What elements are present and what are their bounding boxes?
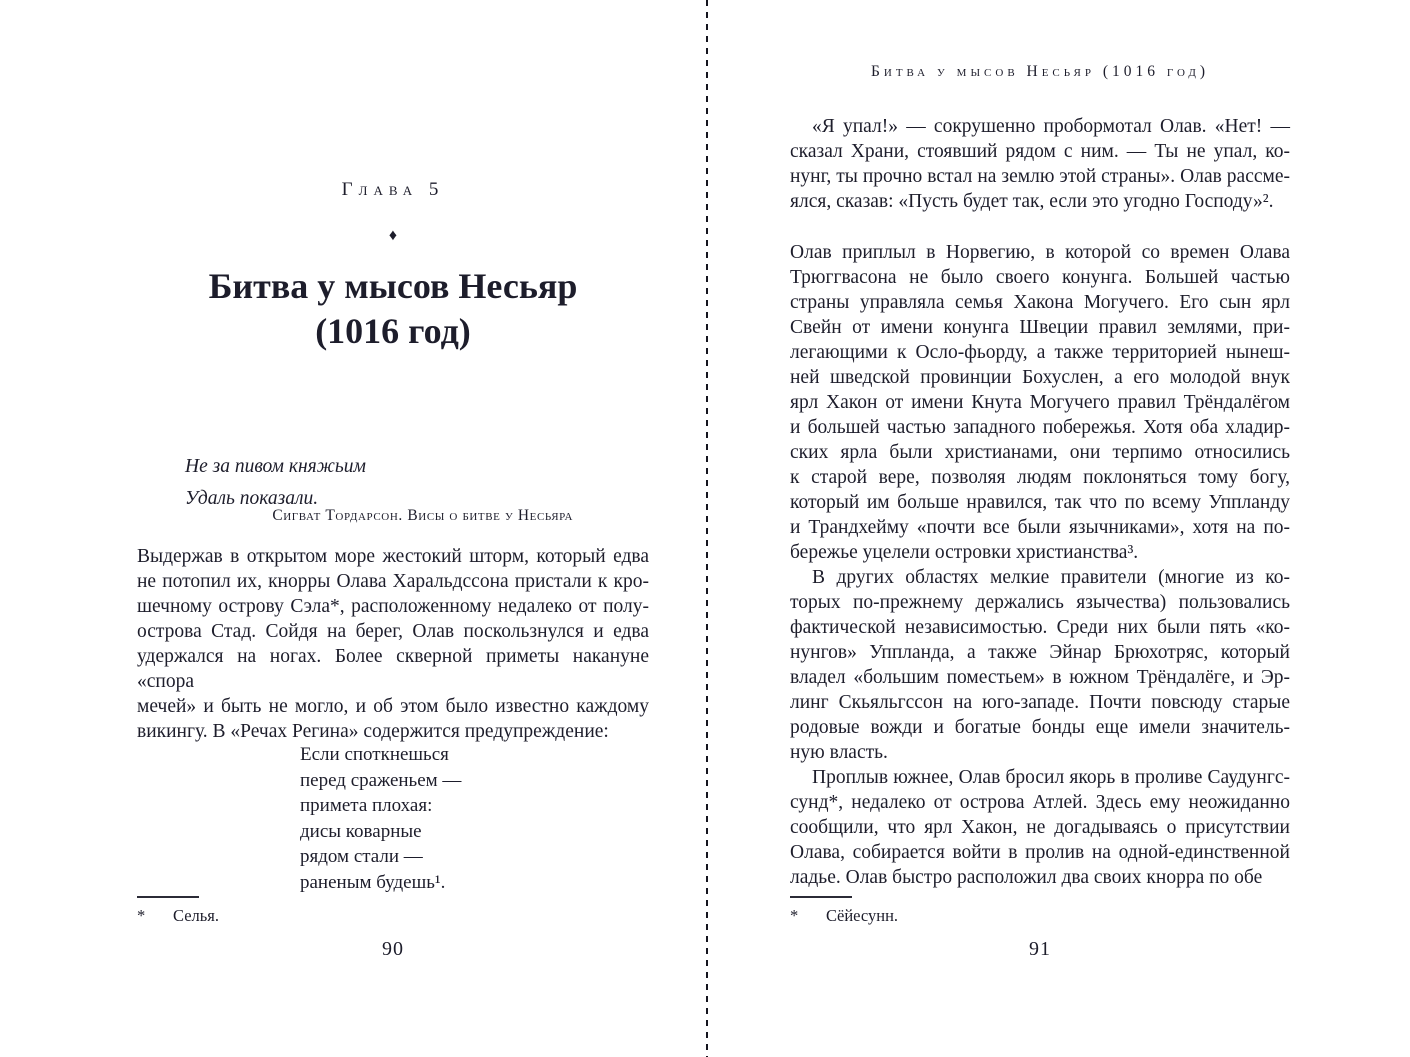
epigraph xyxy=(185,451,366,515)
paragraph xyxy=(790,240,1290,565)
text-line: дисы коварные xyxy=(300,820,422,842)
paragraph xyxy=(790,565,1290,765)
text-line: «Я упал!» — сокрушенно пробормотал Олав. «Нет! — xyxy=(812,116,1290,137)
footnote-rule xyxy=(790,896,852,898)
text-line: ских ярла были христианами, они терпимо относились xyxy=(790,442,1290,463)
text-line: нунгов» Уппланда, а также Эйнар Брюхотряс, который xyxy=(790,642,1290,663)
verse-quote xyxy=(300,742,461,895)
chapter-title xyxy=(137,264,649,354)
text-line: и Трандхейму «почти все были язычниками», хотя на по- xyxy=(790,517,1290,538)
text-line: викингу. В «Речах Регина» содержится предупреждение: xyxy=(137,721,609,742)
text-line: сообщили, что ярл Хакон, не догадываясь о присутствии xyxy=(790,817,1290,838)
footnote-text: Сёйесунн. xyxy=(826,906,899,925)
running-head: Битва у мысов Несьяр (1016 год) xyxy=(870,63,1210,80)
text-line: Удаль показали. xyxy=(185,488,319,509)
text-line: Если споткнешься xyxy=(300,744,449,765)
text-line: легающими к Осло-фьорду, а также территорией нынеш- xyxy=(790,342,1290,363)
text-line: Олав приплыл в Норвегию, в которой со времен Олава xyxy=(790,242,1290,263)
page-separator-dashed-line xyxy=(706,0,708,1057)
text-line: владел «большим поместьем» в южном Трёндалёге, и Эр- xyxy=(790,667,1290,688)
footnote-text: Селья. xyxy=(173,906,220,925)
text-line: примета плохая: xyxy=(300,795,433,816)
right-page xyxy=(790,0,1290,1057)
text-line: ярл Хакон от имени Кнута Могучего правил Трёндалёгом xyxy=(790,392,1290,413)
text-line: который им больше нравился, так что по всему Уппланду xyxy=(790,492,1290,513)
text-line: нунг, ты прочно встал на землю этой страны». Олав рассме- xyxy=(790,166,1290,187)
text-line: Битва у мысов Несьяр xyxy=(208,266,578,306)
footnote xyxy=(790,906,898,926)
text-line: торых по-прежнему держались язычества) пользовались xyxy=(790,592,1290,613)
text-line: (1016 год) xyxy=(315,311,471,351)
text-line: Проплыв южнее, Олав бросил якорь в проливе Саудунгс- xyxy=(812,767,1290,788)
text-line: В других областях мелкие правители (многие из ко- xyxy=(812,567,1290,588)
text-line: ладье. Олав быстро расположил два своих кнорра по обе xyxy=(790,867,1263,888)
epigraph-attribution: Сигват Тордарсон. Висы о битве у Несьяра xyxy=(272,507,573,524)
paragraph xyxy=(790,765,1290,890)
text-line: сунд*, недалеко от острова Атлей. Здесь ему неожиданно xyxy=(790,792,1290,813)
body-text xyxy=(790,114,1290,890)
text-line: фактической независимостью. Среди них были пять «ко- xyxy=(790,617,1290,638)
footnote-marker: * xyxy=(137,906,146,925)
text-line: и большей частью западного побережья. Хотя оба хладир- xyxy=(790,417,1290,438)
text-line: перед сраженьем — xyxy=(300,769,462,791)
paragraph xyxy=(790,114,1290,214)
chapter-label: Глава 5 xyxy=(341,179,445,200)
text-line: страны управляла семья Хакона Могучего. Его сын ярл xyxy=(790,292,1290,313)
text-line: острова Стад. Сойдя на берег, Олав поскользнулся и едва xyxy=(137,621,649,642)
page-number: 90 xyxy=(382,938,404,960)
text-line: сказал Храни, стоявший рядом с ним. — Ты не упал, ко- xyxy=(790,141,1290,162)
diamond-ornament-icon: ♦ xyxy=(388,227,398,244)
text-line: мечей» и быть не могло, и об этом было известно каждому xyxy=(137,696,649,717)
footnote-marker: * xyxy=(790,906,799,925)
text-line: ную власть. xyxy=(790,742,888,763)
text-line: родовые вожди и богатые бонды еще имели значитель- xyxy=(790,717,1290,738)
text-line: Трюггвасона не было своего конунга. Большей частью xyxy=(790,267,1290,288)
text-line: шечному острову Сэла*, расположенному недалеко от полу- xyxy=(137,596,649,617)
text-line: Выдержав в открытом море жестокий шторм, который едва xyxy=(137,546,649,567)
text-line: бережье уцелели островки христианства³. xyxy=(790,542,1139,563)
text-line: к старой вере, позволяя людям поклоняться тому богу, xyxy=(790,467,1290,488)
text-line: линг Скьяльгссон на юго-западе. Почти повсюду старые xyxy=(790,692,1290,713)
text-line: рядом стали — xyxy=(300,846,423,867)
left-page xyxy=(137,0,649,1057)
page-number: 91 xyxy=(1029,938,1051,960)
text-line: удержался на ногах. Более скверной приметы накануне «спора xyxy=(137,646,649,692)
body-paragraph xyxy=(137,544,649,744)
text-line: Не за пивом княжьим xyxy=(185,456,366,477)
footnote-rule xyxy=(137,896,199,898)
text-line: не потопил их, кнорры Олава Харальдссона пристали к кро- xyxy=(137,571,649,592)
text-line: Олава, собирается войти в пролив на одной-единственной xyxy=(790,842,1290,863)
footnote xyxy=(137,906,219,926)
text-line: ней шведской провинции Бохуслен, а его молодой внук xyxy=(790,367,1290,388)
text-line: Свейн от имени конунга Швеции правил землями, при- xyxy=(790,317,1290,338)
text-line: раненым будешь¹. xyxy=(300,871,446,893)
text-line: ялся, сказав: «Пусть будет так, если это угодно Господу»². xyxy=(790,191,1274,212)
